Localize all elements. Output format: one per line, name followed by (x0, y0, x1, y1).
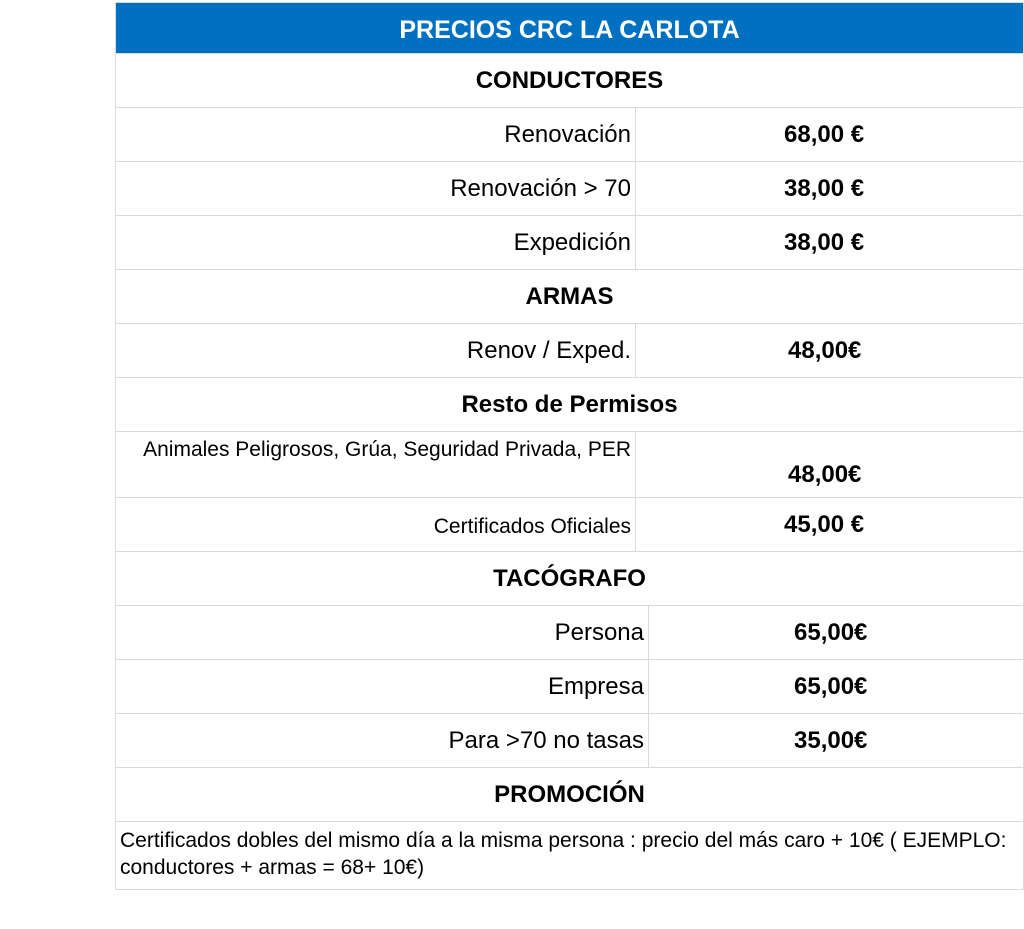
section-resto-heading: Resto de Permisos (115, 378, 1024, 432)
row-label: Para >70 no tasas (116, 714, 649, 767)
row-label: Renovación > 70 (116, 162, 636, 215)
section-armas-heading: ARMAS (115, 270, 1024, 324)
row-price: 38,00 € (784, 229, 865, 256)
row-label: Animales Peligrosos, Grúa, Seguridad Privada, PER (116, 432, 636, 497)
row-price: 45,00 € (784, 511, 865, 538)
row-label: Certificados Oficiales (116, 498, 636, 551)
section-conductores-heading: CONDUCTORES (115, 54, 1024, 108)
table-row (115, 606, 1024, 660)
table-row (115, 324, 1024, 378)
row-price: 48,00€ (788, 337, 862, 364)
table-row (115, 660, 1024, 714)
row-label: Expedición (116, 216, 636, 269)
section-tacografo-heading: TACÓGRAFO (115, 552, 1024, 606)
row-price: 65,00€ (794, 673, 868, 700)
row-price: 65,00€ (794, 619, 868, 646)
table-row (115, 714, 1024, 768)
row-price: 38,00 € (784, 175, 865, 202)
section-promocion-heading: PROMOCIÓN (115, 768, 1024, 822)
promotion-text: Certificados dobles del mismo día a la misma persona : precio del más caro + 10€ ( EJEMPLO: conductores + armas = 68+ 10€) (115, 822, 1024, 890)
table-row (115, 432, 1024, 498)
row-price: 35,00€ (794, 727, 868, 754)
row-label: Renov / Exped. (116, 324, 636, 377)
row-price: 68,00 € (784, 121, 865, 148)
table-row (115, 216, 1024, 270)
row-price: 48,00€ (788, 461, 862, 488)
price-table (115, 2, 1024, 890)
table-row (115, 498, 1024, 552)
row-label: Empresa (116, 660, 649, 713)
table-row (115, 162, 1024, 216)
table-title: PRECIOS CRC LA CARLOTA (115, 2, 1024, 54)
row-label: Persona (116, 606, 649, 659)
table-row (115, 108, 1024, 162)
row-label: Renovación (116, 108, 636, 161)
